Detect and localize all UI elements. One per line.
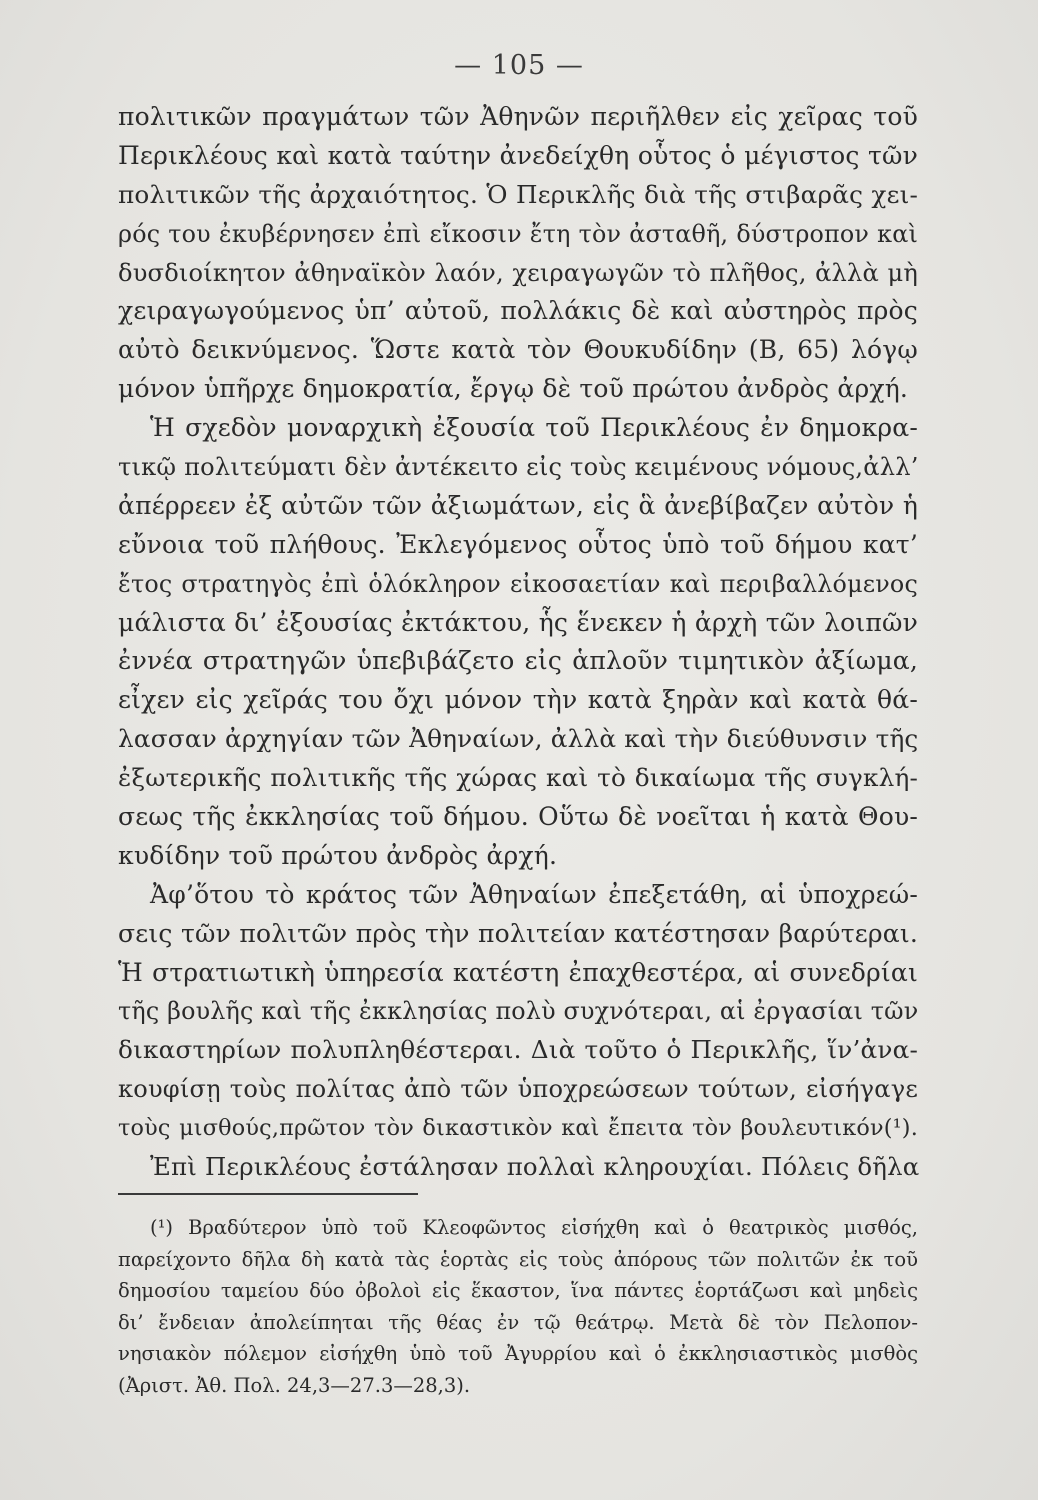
text-line: ἐννέα στρατηγῶν ὑπεβιβάζετο εἰς ἁπλοῦν τιμητικὸν ἀξίωμα,	[118, 646, 918, 676]
footnote-line: (¹) Βραδύτερον ὑπὸ τοῦ Κλεοφῶντος εἰσήχθη καὶ ὁ θεατρικὸς μισθός,	[150, 1216, 918, 1239]
footnote-line: παρείχοντο δῆλα δὴ κατὰ τὰς ἑορτὰς εἰς τοὺς ἀπόρους τῶν πολιτῶν ἐκ τοῦ	[118, 1247, 918, 1271]
text-line: χειραγωγούμενος ὑπ’ αὐτοῦ, πολλάκις δὲ καὶ αὐστηρὸς πρὸς	[118, 296, 918, 326]
footnote-line: (Ἀριστ. Ἀθ. Πολ. 24,3—27.3—28,3).	[118, 1373, 471, 1397]
text-line: κουφίσῃ τοὺς πολίτας ἀπὸ τῶν ὑποχρεώσεων τούτων, εἰσήγαγε	[118, 1075, 918, 1104]
text-line: ἀπέρρεεν ἐξ αὐτῶν τῶν ἀξιωμάτων, εἰς ἃ ἀνεβίβαζεν αὐτὸν ἡ	[118, 490, 918, 520]
text-line: πολιτικῶν τῆς ἀρχαιότητος. Ὁ Περικλῆς διὰ τῆς στιβαρᾶς χει-	[118, 179, 918, 209]
footnotes	[118, 1212, 918, 1402]
text-line: αὐτὸ δεικνύμενος. Ὥστε κατὰ τὸν Θουκυδίδην (Β, 65) λόγῳ	[118, 335, 918, 365]
text-line: δυσδιοίκητον ἀθηναϊκὸν λαόν, χειραγωγῶν τὸ πλῆθος, ἀλλὰ μὴ	[118, 258, 918, 287]
text-line: Περικλέους καὶ κατὰ ταύτην ἀνεδείχθη οὗτος ὁ μέγιστος τῶν	[118, 140, 918, 170]
text-line: Ἐπὶ Περικλέους ἐστάλησαν πολλαὶ κληρουχίαι. Πόλεις δῆλα	[150, 1152, 920, 1182]
text-line: λασσαν ἀρχηγίαν τῶν Ἀθηναίων, ἀλλὰ καὶ τὴν διεύθυνσιν τῆς	[118, 724, 919, 754]
text-line: πολιτικῶν πραγμάτων τῶν Ἀθηνῶν περιῆλθεν εἰς χεῖρας τοῦ	[118, 102, 918, 131]
text-line: τικῷ πολιτεύματι δὲν ἀντέκειτο εἰς τοὺς κειμένους νόμους,ἀλλ’	[118, 453, 919, 482]
page-number: — 105 —	[454, 50, 584, 81]
text-line: ἔτος στρατηγὸς ἐπὶ ὁλόκληρον εἰκοσαετίαν καὶ περιβαλλόμενος	[118, 569, 918, 598]
text-line: σεως τῆς ἐκκλησίας τοῦ δήμου. Οὕτω δὲ νοεῖται ἡ κατὰ Θου-	[118, 802, 918, 832]
footnote-line: δημοσίου ταμείου δύο ὀβολοὶ εἰς ἕκαστον, ἵνα πάντες ἑορτάζωσι καὶ μηδεὶς	[118, 1279, 918, 1303]
text-line: τοὺς μισθούς,πρῶτον τὸν δικαστικὸν καὶ ἔπειτα τὸν βουλευτικόν(¹).	[118, 1115, 918, 1142]
text-line: εὔνοια τοῦ πλήθους. Ἐκλεγόμενος οὗτος ὑπὸ τοῦ δήμου κατ’	[118, 529, 918, 559]
text-line: σεις τῶν πολιτῶν πρὸς τὴν πολιτείαν κατέστησαν βαρύτεραι.	[118, 918, 918, 948]
text-line: μόνον ὑπῆρχε δημοκρατία, ἔργῳ δὲ τοῦ πρώτου ἀνδρὸς ἀρχή.	[118, 374, 909, 404]
text-line: ρός του ἐκυβέρνησεν ἐπὶ εἴκοσιν ἔτη τὸν ἀσταθῆ, δύστροπον καὶ	[118, 219, 918, 248]
text-line: μάλιστα δι’ ἐξουσίας ἐκτάκτου, ἧς ἕνεκεν ἡ ἀρχὴ τῶν λοιπῶν	[118, 607, 918, 637]
text-line: τῆς βουλῆς καὶ τῆς ἐκκλησίας πολὺ συχνότεραι, αἱ ἐργασίαι τῶν	[118, 997, 919, 1026]
footnote-divider	[118, 1193, 418, 1195]
text-line: ἐξωτερικῆς πολιτικῆς τῆς χώρας καὶ τὸ δικαίωμα τῆς συγκλή-	[118, 763, 918, 793]
text-line: δικαστηρίων πολυπληθέστεραι. Διὰ τοῦτο ὁ Περικλῆς, ἵν’ἀνα-	[118, 1035, 918, 1065]
text-line: κυδίδην τοῦ πρώτου ἀνδρὸς ἀρχή.	[118, 840, 558, 870]
text-line: Ἀφ’ὅτου τὸ κράτος τῶν Ἀθηναίων ἐπεξετάθη, αἱ ὑποχρεώ-	[150, 879, 918, 909]
footnote-line: δι’ ἔνδειαν ἀπολείπηται τῆς θέας ἐν τῷ θεάτρῳ. Μετὰ δὲ τὸν Πελοπον-	[118, 1310, 918, 1334]
footnote-line: νησιακὸν πόλεμον εἰσήχθη ὑπὸ τοῦ Ἀγυρρίου καὶ ὁ ἐκκλησιαστικὸς μισθὸς	[118, 1342, 918, 1366]
text-line: Ἡ σχεδὸν μοναρχικὴ ἐξουσία τοῦ Περικλέους ἐν δημοκρα-	[150, 413, 918, 443]
text-line: Ἡ στρατιωτικὴ ὑπηρεσία κατέστη ἐπαχθεστέρα, αἱ συνεδρίαι	[118, 957, 918, 987]
main-text	[118, 98, 918, 1187]
text-line: εἶχεν εἰς χεῖράς του ὄχι μόνον τὴν κατὰ ξηρὰν καὶ κατὰ θά-	[118, 685, 918, 715]
